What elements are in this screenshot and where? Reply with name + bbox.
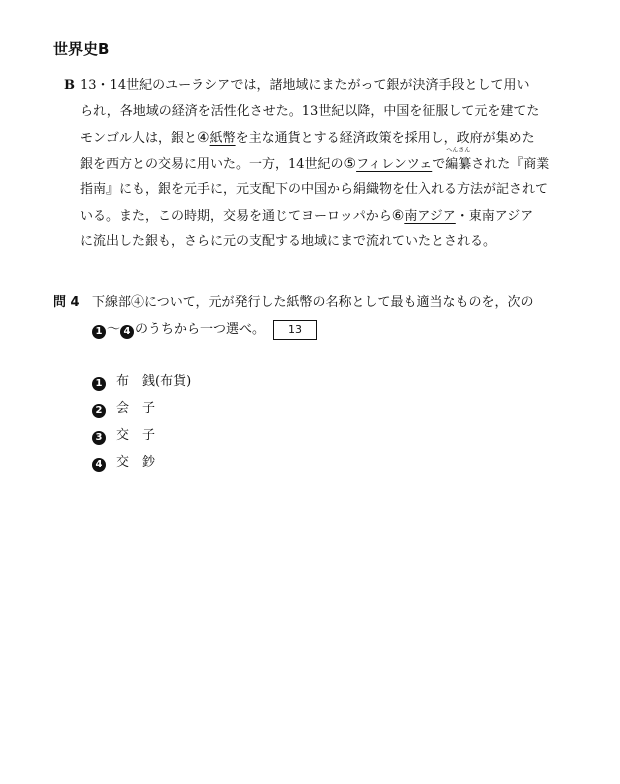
- ruby-reading: へんさん: [446, 147, 471, 154]
- option-text: 交 鈔: [116, 455, 156, 470]
- choice-number-badge: 1: [92, 325, 106, 339]
- option-number: 2: [92, 404, 106, 418]
- passage-text: モンゴル人は，銀と: [80, 131, 198, 146]
- option-text: 交 子: [116, 428, 156, 443]
- answer-number-box: 13: [273, 320, 317, 340]
- passage-line-1: 13・14世紀のユーラシアでは，諸地域にまたがって銀が決済手段として用い: [80, 78, 530, 93]
- subject-heading: 世界史B: [53, 40, 110, 58]
- option-text: 会 子: [116, 401, 156, 416]
- option-number: 1: [92, 377, 106, 391]
- ruby-base: 編纂: [445, 157, 472, 172]
- option-number: 4: [92, 458, 106, 472]
- passage-line-3: [80, 130, 535, 147]
- underline-number: ④: [197, 130, 210, 146]
- option-4[interactable]: [92, 451, 155, 472]
- passage-line-5: 指南』にも，銀を元手に，元支配下の中国から絹織物を仕入れる方法が記されて: [80, 182, 549, 197]
- question-label: 問 4: [53, 295, 80, 310]
- passage-line-7: に流出した銀も，さらに元の支配する地域にまで流れていたとされる。: [80, 234, 497, 249]
- ruby-word: [445, 147, 472, 173]
- underline-number: ⑤: [343, 156, 357, 172]
- range-separator: 〜: [107, 322, 121, 337]
- passage-line-4: [80, 147, 550, 173]
- option-3[interactable]: [92, 424, 155, 445]
- section-letter: B: [64, 78, 75, 93]
- passage-text: された『商業: [471, 157, 550, 172]
- underline-number: ⑥: [391, 208, 405, 224]
- passage-line-2: られ，各地域の経済を活性化させた。13世紀以降，中国を征服して元を建てた: [80, 104, 540, 119]
- underlined-term: 南アジア: [404, 209, 456, 224]
- option-number: 3: [92, 431, 106, 445]
- choice-number-badge: 4: [120, 325, 134, 339]
- underlined-term: フィレンツェ: [356, 157, 433, 172]
- passage-text: を主な通貨とする経済政策を採用し，政府が集めた: [235, 131, 535, 146]
- question-instruction: [92, 318, 317, 340]
- passage-text: 銀を西方との交易に用いた。一方，14世紀の: [80, 157, 344, 172]
- option-text: 布 銭(布貨): [116, 374, 192, 389]
- passage-line-6: [80, 208, 533, 225]
- question-text: 下線部④について，元が発行した紙幣の名称として最も適当なものを，次の: [92, 295, 534, 310]
- option-2[interactable]: [92, 397, 155, 418]
- passage-text: いる。また，この時期，交易を通じてヨーロッパから: [80, 209, 392, 224]
- underlined-term: 紙幣: [209, 131, 236, 146]
- instruction-text: のうちから一つ選べ。: [135, 322, 266, 337]
- option-1[interactable]: [92, 370, 191, 391]
- passage-text: ・東南アジア: [455, 209, 534, 224]
- passage-text: で: [432, 157, 446, 172]
